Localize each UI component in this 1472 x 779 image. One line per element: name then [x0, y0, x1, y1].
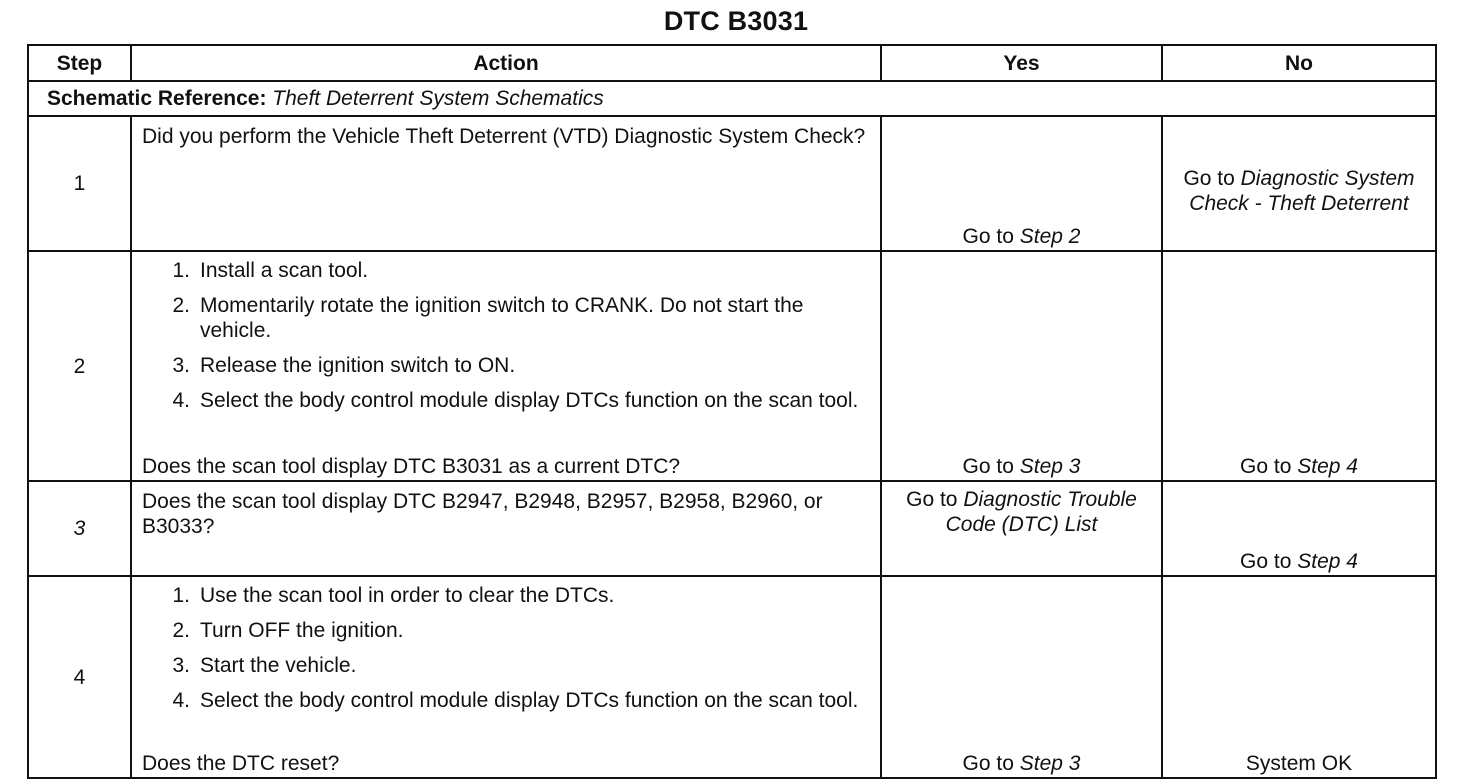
table-row-step-1 — [28, 116, 1436, 251]
action-list-item: 2. Momentarily rotate the ignition switch to CRANK. Do not start the vehicle. — [172, 294, 804, 342]
no-result: Go to Step 4 — [1162, 481, 1436, 576]
step-number: 4 — [28, 576, 131, 778]
step-number: 3 — [28, 481, 131, 576]
document-title: DTC B3031 — [663, 6, 809, 36]
action-list-item: 4. Select the body control module display DTCs function on the scan tool. — [172, 689, 859, 712]
yes-result: Go to Diagnostic Trouble Code (DTC) List — [881, 481, 1162, 576]
yes-result: Go to Step 3 — [881, 576, 1162, 778]
yes-step-link: Step 3 — [1019, 455, 1081, 478]
action-list-item: 1. Use the scan tool in order to clear the DTCs. — [172, 584, 615, 607]
action-cell — [131, 576, 881, 778]
action-list — [142, 583, 874, 713]
action-list-item: 4. Select the body control module display DTCs function on the scan tool. — [172, 389, 859, 412]
action-question: Does the scan tool display DTC B3031 as a current DTC? — [142, 455, 681, 478]
yes-step-link: Step 2 — [1019, 225, 1081, 248]
schematic-reference — [28, 81, 1436, 116]
yes-result: Go to Step 3 — [881, 251, 1162, 481]
no-result: System OK — [1162, 576, 1436, 778]
action-cell — [131, 481, 881, 576]
no-procedure-link: Diagnostic System Check - Theft Deterrent — [1189, 167, 1415, 215]
table-row-step-4 — [28, 576, 1436, 778]
yes-step-link: Step 3 — [1019, 752, 1081, 775]
action-list-item: 3. Release the ignition switch to ON. — [172, 354, 516, 377]
table-header-row — [28, 45, 1436, 81]
no-result: Go to Step 4 — [1162, 251, 1436, 481]
header-action: Action — [131, 45, 881, 81]
header-step: Step — [28, 45, 131, 81]
action-cell — [131, 116, 881, 251]
schematic-reference-label: Schematic Reference: — [47, 87, 267, 110]
action-question: Does the DTC reset? — [142, 752, 340, 775]
no-step-link: Step 4 — [1297, 455, 1358, 478]
header-no: No — [1162, 45, 1436, 81]
dtc-table — [27, 44, 1437, 779]
step-number: 2 — [28, 251, 131, 481]
no-step-link: Step 4 — [1297, 550, 1358, 573]
step-number: 1 — [28, 116, 131, 251]
action-question: Did you perform the Vehicle Theft Deterrent (VTD) Diagnostic System Check? — [142, 125, 866, 148]
action-list-item: 1. Install a scan tool. — [172, 259, 369, 282]
header-yes: Yes — [881, 45, 1162, 81]
action-cell — [131, 251, 881, 481]
yes-procedure-link: Diagnostic Trouble Code (DTC) List — [945, 488, 1137, 536]
action-question: Does the scan tool display DTC B2947, B2948, B2957, B2958, B2960, or B3033? — [142, 490, 823, 538]
no-result: Go to Diagnostic System Check - Theft Deterrent — [1162, 116, 1436, 251]
schematic-reference-row — [28, 81, 1436, 116]
table-row-step-3 — [28, 481, 1436, 576]
action-list — [142, 258, 874, 413]
table-row-step-2 — [28, 251, 1436, 481]
action-list-item: 2. Turn OFF the ignition. — [172, 619, 404, 642]
schematic-reference-link: Theft Deterrent System Schematics — [272, 87, 604, 110]
yes-result: Go to Step 2 — [881, 116, 1162, 251]
action-list-item: 3. Start the vehicle. — [172, 654, 357, 677]
